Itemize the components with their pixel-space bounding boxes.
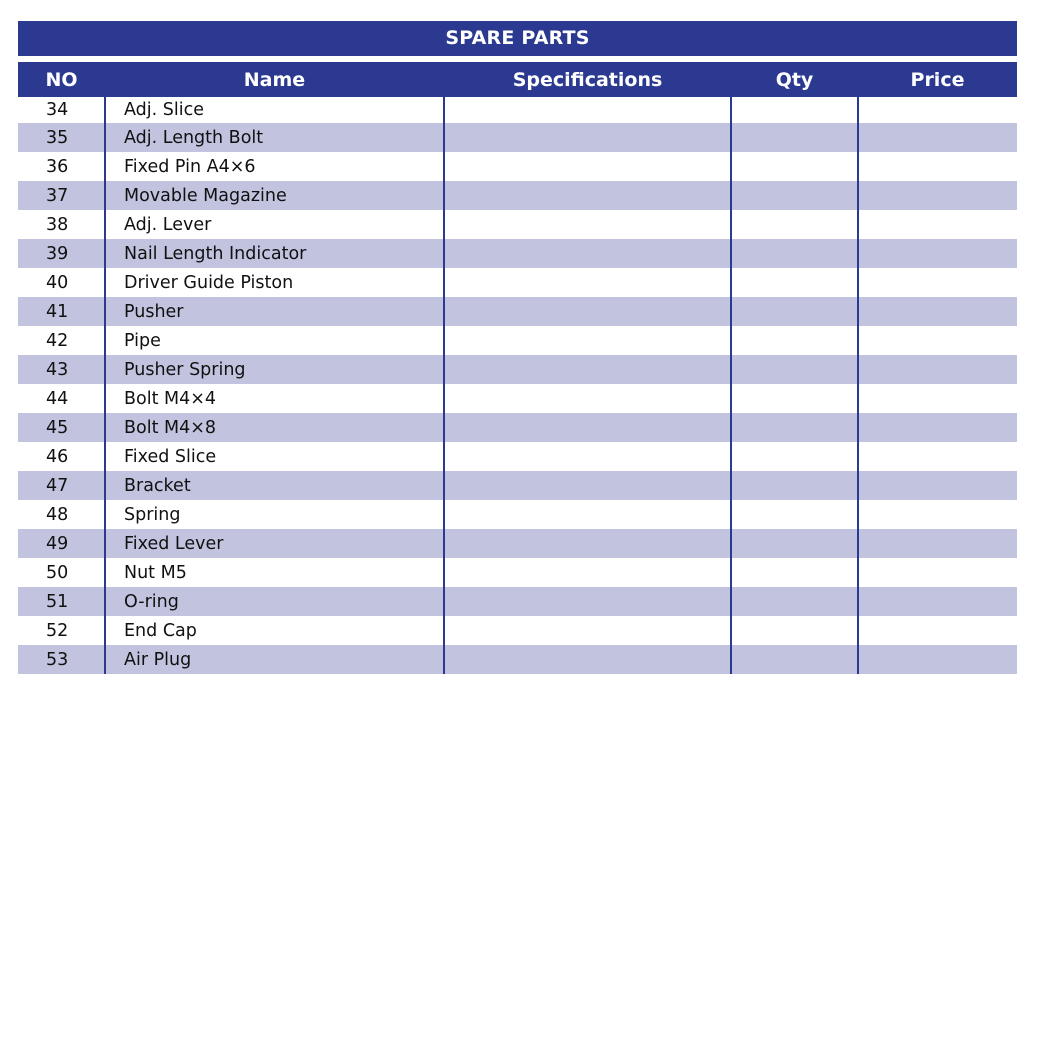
cell-specifications <box>444 442 731 471</box>
table-header <box>18 62 1017 97</box>
cell-price <box>858 152 1017 181</box>
cell-price <box>858 355 1017 384</box>
table-row <box>18 558 1017 587</box>
cell-specifications <box>444 558 731 587</box>
table-row <box>18 587 1017 616</box>
table-row <box>18 384 1017 413</box>
cell-name: Fixed Slice <box>105 442 444 471</box>
cell-name: End Cap <box>105 616 444 645</box>
cell-no: 45 <box>18 413 105 442</box>
table-row <box>18 297 1017 326</box>
column-header-name: Name <box>105 62 444 97</box>
cell-no: 49 <box>18 529 105 558</box>
cell-no: 38 <box>46 214 69 235</box>
table-row <box>18 210 1017 239</box>
cell-specifications <box>444 152 731 181</box>
cell-name: Nut M5 <box>105 558 444 587</box>
cell-name: O-ring <box>105 587 444 616</box>
cell-name: Spring <box>105 500 444 529</box>
cell-specifications <box>444 355 731 384</box>
cell-no: 42 <box>46 330 69 351</box>
header-row <box>18 62 1017 97</box>
cell-no: 36 <box>46 156 69 177</box>
table-row <box>18 616 1017 645</box>
cell-no: 46 <box>46 446 69 467</box>
table-row <box>18 355 1017 384</box>
cell-qty <box>731 355 858 384</box>
cell-price <box>858 268 1017 297</box>
cell-name: Bolt M4×8 <box>105 413 444 442</box>
cell-name: Adj. Length Bolt <box>105 123 444 152</box>
cell-qty <box>731 587 858 616</box>
cell-name: Adj. Lever <box>105 210 444 239</box>
cell-qty <box>731 268 858 297</box>
cell-no: 51 <box>18 587 105 616</box>
cell-price <box>858 413 1017 442</box>
cell-no: 40 <box>46 272 69 293</box>
cell-qty <box>731 97 858 123</box>
cell-specifications <box>444 210 731 239</box>
cell-specifications <box>444 500 731 529</box>
cell-no: 53 <box>18 645 105 674</box>
cell-name: Bracket <box>105 471 444 500</box>
table-row <box>18 268 1017 297</box>
cell-name: Air Plug <box>105 645 444 674</box>
table-row <box>18 471 1017 500</box>
cell-price <box>858 384 1017 413</box>
table-row <box>18 326 1017 355</box>
cell-specifications <box>444 181 731 210</box>
column-header-specifications: Specifications <box>444 62 731 97</box>
cell-price <box>858 97 1017 123</box>
cell-qty <box>731 152 858 181</box>
cell-qty <box>731 210 858 239</box>
cell-no: 43 <box>18 355 105 384</box>
cell-qty <box>731 326 858 355</box>
cell-specifications <box>444 326 731 355</box>
table-row <box>18 645 1017 674</box>
table-row <box>18 500 1017 529</box>
cell-specifications <box>444 384 731 413</box>
cell-no: 37 <box>18 181 105 210</box>
table-row <box>18 239 1017 268</box>
table-row <box>18 413 1017 442</box>
cell-qty <box>731 239 858 268</box>
spare-parts-sheet <box>18 21 1017 674</box>
cell-no: 35 <box>18 123 105 152</box>
cell-qty <box>731 558 858 587</box>
cell-specifications <box>444 123 731 152</box>
table-title: SPARE PARTS <box>18 21 1017 56</box>
cell-qty <box>731 384 858 413</box>
cell-qty <box>731 500 858 529</box>
cell-no: 47 <box>18 471 105 500</box>
cell-name: Pusher Spring <box>105 355 444 384</box>
cell-name: Pipe <box>105 326 444 355</box>
cell-specifications <box>444 645 731 674</box>
table-body <box>18 97 1017 674</box>
table-row <box>18 442 1017 471</box>
cell-price <box>858 558 1017 587</box>
cell-specifications <box>444 529 731 558</box>
cell-qty <box>731 442 858 471</box>
cell-price <box>858 500 1017 529</box>
cell-no: 41 <box>18 297 105 326</box>
cell-no: 50 <box>46 562 69 583</box>
cell-qty <box>731 645 858 674</box>
cell-price <box>858 181 1017 210</box>
cell-qty <box>731 529 858 558</box>
table-row <box>18 152 1017 181</box>
cell-no: 39 <box>18 239 105 268</box>
cell-qty <box>731 616 858 645</box>
column-header-no: NO <box>18 62 105 97</box>
cell-qty <box>731 471 858 500</box>
column-header-qty: Qty <box>731 62 858 97</box>
cell-specifications <box>444 97 731 123</box>
cell-specifications <box>444 471 731 500</box>
cell-price <box>858 645 1017 674</box>
cell-specifications <box>444 587 731 616</box>
table-row <box>18 123 1017 152</box>
cell-qty <box>731 123 858 152</box>
table-row <box>18 181 1017 210</box>
cell-price <box>858 239 1017 268</box>
cell-price <box>858 297 1017 326</box>
cell-price <box>858 616 1017 645</box>
cell-specifications <box>444 239 731 268</box>
cell-specifications <box>444 268 731 297</box>
cell-name: Movable Magazine <box>105 181 444 210</box>
cell-price <box>858 123 1017 152</box>
cell-name: Pusher <box>105 297 444 326</box>
cell-name: Bolt M4×4 <box>105 384 444 413</box>
cell-no: 48 <box>46 504 69 525</box>
cell-price <box>858 529 1017 558</box>
cell-price <box>858 442 1017 471</box>
cell-no: 44 <box>46 388 69 409</box>
cell-price <box>858 587 1017 616</box>
table-row <box>18 97 1017 123</box>
cell-price <box>858 210 1017 239</box>
column-header-price: Price <box>858 62 1017 97</box>
spare-parts-table <box>18 62 1017 674</box>
cell-qty <box>731 181 858 210</box>
cell-price <box>858 326 1017 355</box>
cell-no: 52 <box>46 620 69 641</box>
cell-no: 34 <box>46 100 69 120</box>
cell-name: Driver Guide Piston <box>105 268 444 297</box>
cell-qty <box>731 413 858 442</box>
cell-qty <box>731 297 858 326</box>
cell-name: Fixed Pin A4×6 <box>105 152 444 181</box>
cell-name: Fixed Lever <box>105 529 444 558</box>
cell-specifications <box>444 616 731 645</box>
cell-specifications <box>444 297 731 326</box>
cell-name: Nail Length Indicator <box>105 239 444 268</box>
cell-price <box>858 471 1017 500</box>
cell-name: Adj. Slice <box>105 97 444 123</box>
table-row <box>18 529 1017 558</box>
cell-specifications <box>444 413 731 442</box>
